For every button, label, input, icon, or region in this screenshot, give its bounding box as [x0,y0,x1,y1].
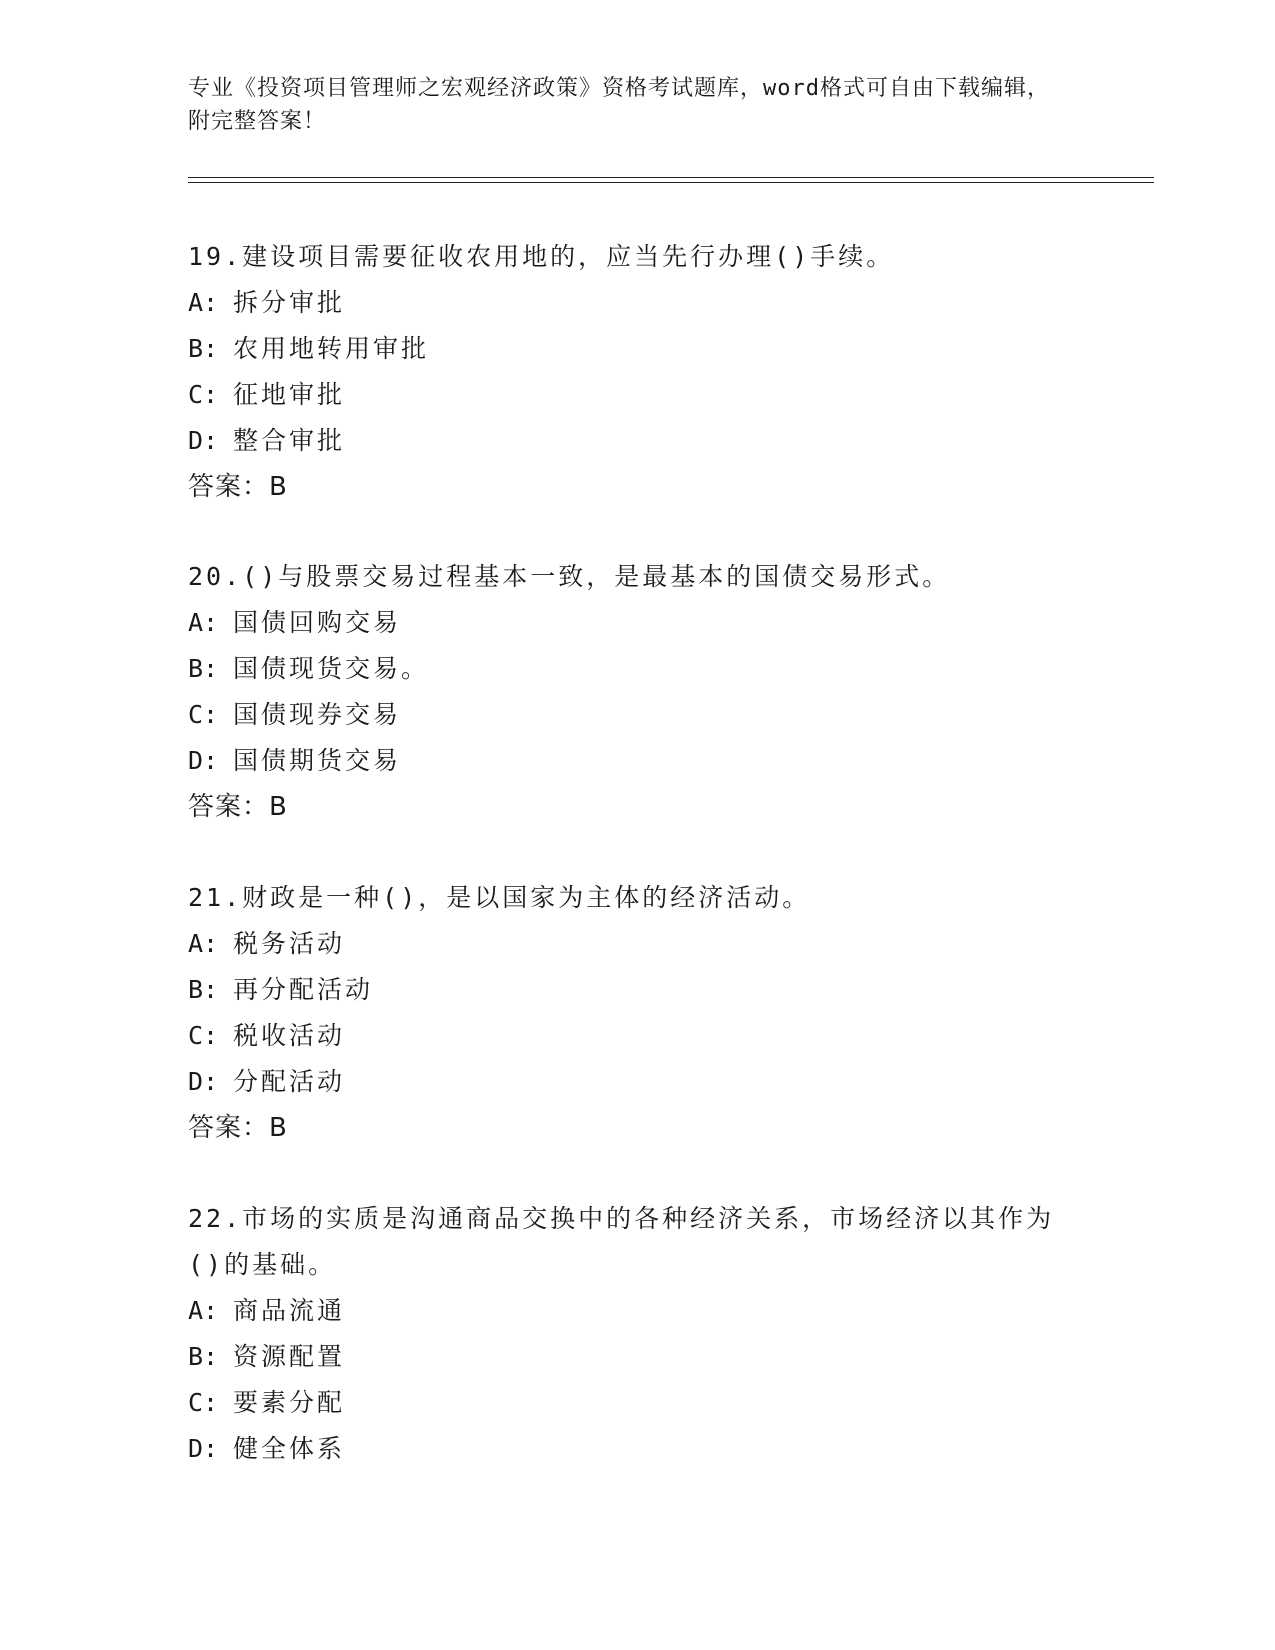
option-text: 国债回购交易 [233,608,402,637]
option-letter: A: [188,1296,219,1325]
option-letter: C: [188,1021,219,1050]
option-text: 征地审批 [233,380,346,409]
option-c [188,1013,1088,1059]
option-text: 国债现货交易。 [233,654,430,683]
option-c [188,1380,1088,1426]
option-b [188,1334,1088,1380]
option-letter: B: [188,1342,219,1371]
option-letter: D: [188,1067,219,1096]
option-text: 要素分配 [233,1388,346,1417]
option-d [188,1426,1088,1472]
option-text: 农用地转用审批 [233,334,430,363]
option-text: 整合审批 [233,426,346,455]
option-a [188,1288,1088,1334]
question-22 [188,1196,1088,1472]
option-letter: C: [188,380,219,409]
header-divider-top [188,177,1154,178]
question-19 [188,234,1088,510]
header-divider-bottom [188,182,1154,183]
option-text: 国债现券交易 [233,700,402,729]
option-letter: C: [188,700,219,729]
option-letter: D: [188,746,219,775]
answer-line: 答案：B [188,472,288,502]
option-letter: B: [188,975,219,1004]
option-text: 商品流通 [233,1296,346,1325]
option-text: 税收活动 [233,1021,346,1050]
option-d [188,1059,1088,1105]
header-intro-text: 专业《投资项目管理师之宏观经济政策》资格考试题库，word格式可自由下载编辑，附完整答案！ [188,76,1050,134]
option-b [188,967,1088,1013]
question-text: 19.建设项目需要征收农用地的，应当先行办理()手续。 [188,242,895,271]
question-text: 21.财政是一种()，是以国家为主体的经济活动。 [188,883,811,912]
option-b [188,646,1088,692]
option-letter: A: [188,288,219,317]
option-text: 健全体系 [233,1434,346,1463]
option-a [188,280,1088,326]
option-text: 国债期货交易 [233,746,402,775]
option-a [188,921,1088,967]
option-letter: A: [188,608,219,637]
option-text: 拆分审批 [233,288,346,317]
option-text: 资源配置 [233,1342,346,1371]
answer-line: 答案：B [188,1113,288,1143]
option-letter: C: [188,1388,219,1417]
option-letter: D: [188,1434,219,1463]
question-20 [188,554,1088,830]
option-b [188,326,1088,372]
answer-line: 答案：B [188,792,288,822]
option-c [188,692,1088,738]
option-letter: A: [188,929,219,958]
option-text: 再分配活动 [233,975,374,1004]
option-d [188,418,1088,464]
option-text: 税务活动 [233,929,346,958]
option-a [188,600,1088,646]
option-letter: D: [188,426,219,455]
option-letter: B: [188,654,219,683]
option-c [188,372,1088,418]
option-text: 分配活动 [233,1067,346,1096]
option-letter: B: [188,334,219,363]
option-d [188,738,1088,784]
question-text: 20.()与股票交易过程基本一致，是最基本的国债交易形式。 [188,562,951,591]
question-text: 22.市场的实质是沟通商品交换中的各种经济关系，市场经济以其作为()的基础。 [188,1204,1055,1279]
question-21 [188,875,1088,1151]
document-header [188,72,1068,138]
